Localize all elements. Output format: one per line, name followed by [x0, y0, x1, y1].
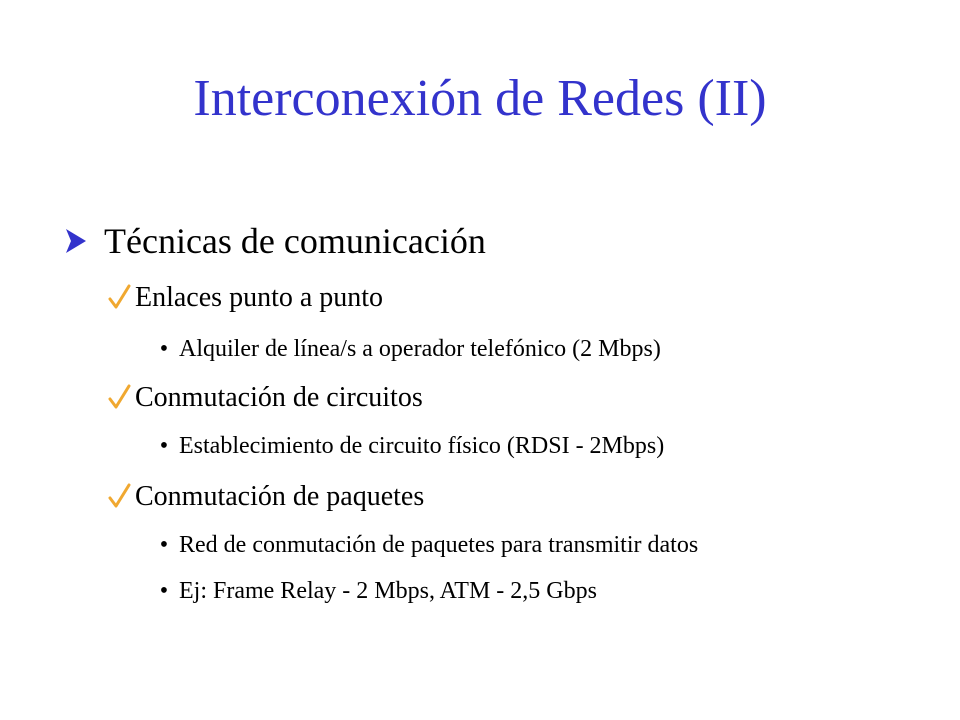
level2-text: Conmutación de circuitos — [135, 382, 423, 413]
slide-title: Interconexión de Redes (II) — [193, 70, 767, 127]
level3-text: Establecimiento de circuito físico (RDSI - 2Mbps) — [179, 433, 665, 459]
checkmark-icon — [107, 380, 131, 416]
bullet-dot: • — [159, 433, 169, 459]
level3-text: Ej: Frame Relay - 2 Mbps, ATM - 2,5 Gbps — [179, 578, 597, 604]
bullet-dot: • — [159, 532, 169, 558]
level3-text: Red de conmutación de paquetes para transmitir datos — [179, 532, 699, 558]
level1-text: Técnicas de comunicación — [104, 221, 486, 261]
bullet-dot: • — [159, 336, 169, 362]
bullet-dot: • — [159, 578, 169, 604]
arrow-bullet-icon — [62, 219, 90, 263]
checkmark-icon — [107, 280, 131, 316]
level2-text: Enlaces punto a punto — [135, 282, 384, 313]
level2-text: Conmutación de paquetes — [135, 481, 425, 512]
level3-text: Alquiler de línea/s a operador telefónico (2 Mbps) — [179, 336, 661, 362]
checkmark-icon — [107, 479, 131, 515]
